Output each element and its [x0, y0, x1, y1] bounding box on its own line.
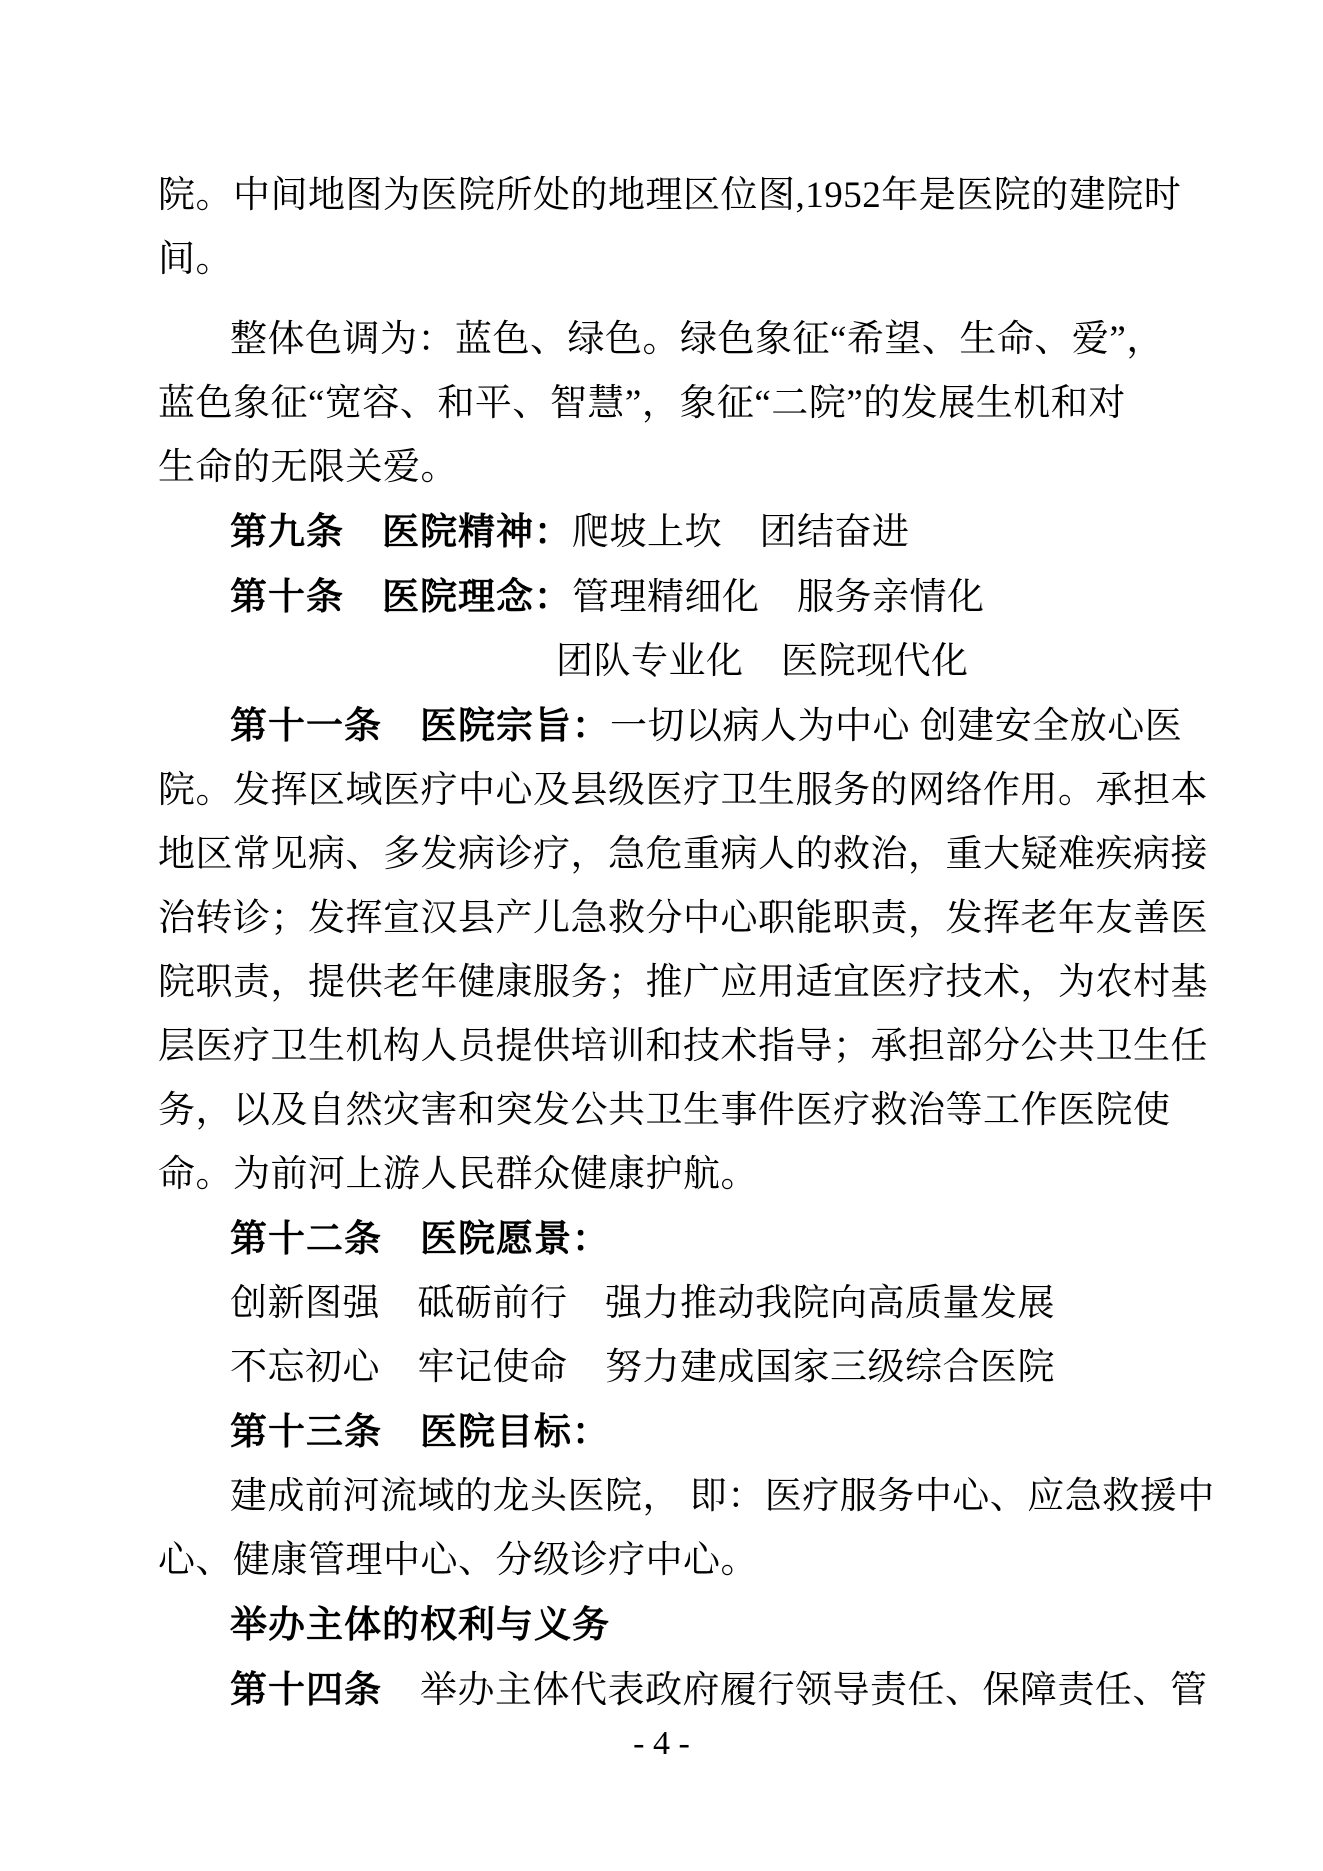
line-text: 管理精细化 服务亲情化 — [572, 577, 985, 618]
text-line — [230, 1336, 1153, 1400]
text-line — [230, 1207, 1153, 1272]
line-text: 院职责，提供老年健康服务；推广应用适宜医疗技术，为农村基 — [158, 962, 1208, 1003]
text-line — [230, 1465, 1215, 1529]
line-text: 不忘初心 牢记使命 努力建成国家三级综合医院 — [230, 1347, 1055, 1388]
document-body — [158, 164, 1215, 1723]
line-text: 举办主体代表政府履行领导责任、保障责任、管 — [420, 1670, 1208, 1711]
article-heading: 第十四条 — [230, 1669, 420, 1710]
text-line — [556, 630, 1153, 694]
line-text: 院。中间地图为医院所处的地理区位图,1952年是医院的建院时 — [158, 175, 1182, 216]
text-line — [230, 1400, 1153, 1465]
article-heading: 第十三条 医院目标： — [230, 1411, 610, 1452]
line-text: 心、健康管理中心、分级诊疗中心。 — [158, 1540, 758, 1581]
line-text: 间。 — [158, 239, 233, 280]
line-text: 爬坡上坎 团结奋进 — [572, 512, 910, 553]
text-line — [158, 823, 1208, 887]
text-line — [158, 436, 1153, 500]
line-text: 生命的无限关爱。 — [158, 447, 458, 488]
text-line — [230, 1593, 1153, 1658]
article-heading: 第十条 医院理念： — [230, 576, 572, 617]
line-text: 整体色调为：蓝色、绿色。绿色象征“希望、生命、爱”， — [230, 319, 1164, 360]
text-line — [230, 500, 1153, 565]
text-line — [230, 1272, 1153, 1336]
line-text: 建成前河流域的龙头医院， 即：医疗服务中心、应急救援中 — [230, 1476, 1215, 1517]
line-text: 层医疗卫生机构人员提供培训和技术指导；承担部分公共卫生任 — [158, 1026, 1208, 1067]
line-text: 蓝色象征“宽容、和平、智慧”，象征“二院”的发展生机和对 — [158, 383, 1126, 424]
text-line — [230, 694, 1183, 759]
text-line — [230, 1658, 1208, 1723]
text-line — [230, 308, 1164, 372]
text-line — [158, 759, 1208, 823]
text-line — [158, 372, 1153, 436]
article-heading: 第十二条 医院愿景： — [230, 1218, 610, 1259]
text-line — [158, 951, 1208, 1015]
text-line — [158, 1079, 1171, 1143]
line-text: 院。发挥区域医疗中心及县级医疗卫生服务的网络作用。承担本 — [158, 770, 1208, 811]
article-heading: 第十一条 医院宗旨： — [230, 705, 610, 746]
text-line — [158, 1143, 1153, 1207]
line-text: 务，以及自然灾害和突发公共卫生事件医疗救治等工作医院使 — [158, 1090, 1171, 1131]
line-text: 地区常见病、多发病诊疗，急危重病人的救治，重大疑难疾病接 — [158, 834, 1208, 875]
line-text: 治转诊；发挥宣汉县产儿急救分中心职能职责，发挥老年友善医 — [158, 898, 1208, 939]
line-text: 命。为前河上游人民群众健康护航。 — [158, 1154, 758, 1195]
article-heading: 第九条 医院精神： — [230, 511, 572, 552]
text-line — [230, 565, 1153, 630]
article-heading: 举办主体的权利与义务 — [230, 1604, 610, 1645]
text-line — [158, 164, 1182, 228]
line-text: 团队专业化 医院现代化 — [556, 641, 969, 682]
text-line — [158, 228, 1153, 292]
line-text: 创新图强 砥砺前行 强力推动我院向高质量发展 — [230, 1283, 1055, 1324]
line-text: 一切以病人为中心 创建安全放心医 — [610, 706, 1183, 747]
text-line — [158, 1529, 1153, 1593]
page-number: - 4 - — [633, 1725, 690, 1762]
text-line — [158, 1015, 1208, 1079]
text-line — [158, 887, 1208, 951]
